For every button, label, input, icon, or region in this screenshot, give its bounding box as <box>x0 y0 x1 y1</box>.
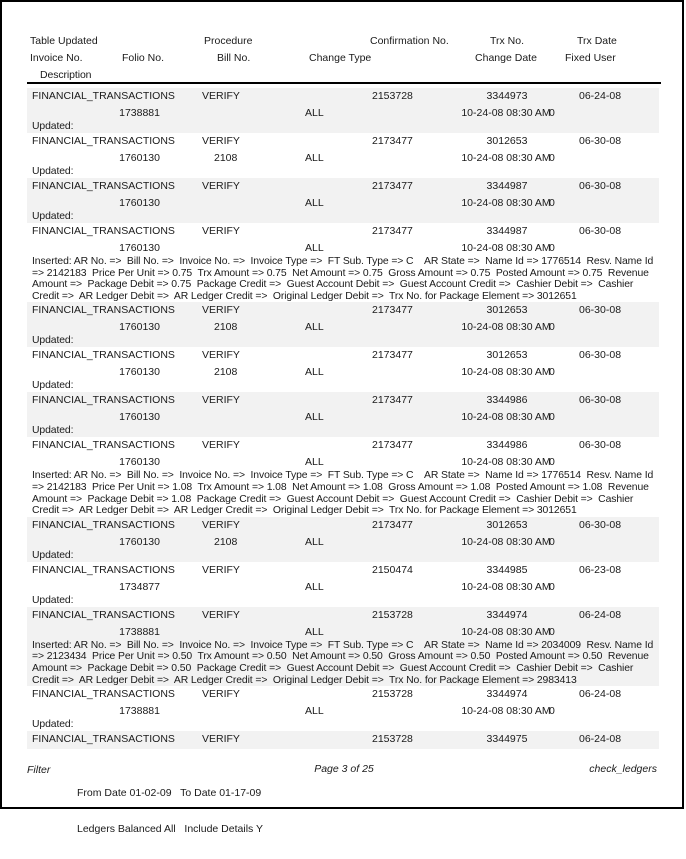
cell-trx-no: 3344985 <box>486 563 528 576</box>
cell-trx-no: 3344986 <box>486 394 528 407</box>
cell-trx-date: 06-30-08 <box>579 518 622 531</box>
cell-trx-no: 3344975 <box>486 733 528 746</box>
footer-filter-label: Filter <box>27 764 51 776</box>
record-line-1 <box>27 133 659 150</box>
cell-folio-no: 1738881 <box>119 705 160 718</box>
cell-folio-no: 1738881 <box>119 107 160 119</box>
cell-confirmation-no: 2153728 <box>372 608 413 621</box>
record-line-1 <box>27 607 659 624</box>
record-line-2 <box>27 195 659 211</box>
cell-trx-date: 06-30-08 <box>579 225 622 237</box>
cell-change-date: 10-24-08 08:30 AM <box>461 321 551 334</box>
record-line-1 <box>27 178 659 195</box>
cell-trx-no: 3344973 <box>486 90 528 102</box>
cell-confirmation-no: 2173477 <box>372 135 413 147</box>
footer-filter-values <box>77 763 263 859</box>
cell-change-type: ALL <box>305 242 324 254</box>
cell-fixed-user: 0 <box>549 366 555 379</box>
cell-change-type: ALL <box>305 705 324 718</box>
cell-folio-no: 1760130 <box>119 456 160 469</box>
cell-description: Updated: <box>32 425 74 437</box>
cell-change-type: ALL <box>305 580 324 593</box>
cell-change-date: 10-24-08 08:30 AM <box>461 535 551 548</box>
cell-trx-no: 3012653 <box>486 135 528 147</box>
report-footer <box>2 760 686 835</box>
cell-table-updated: FINANCIAL_TRANSACTIONS <box>32 180 175 192</box>
table-row <box>27 223 659 302</box>
record-line-2 <box>27 534 659 550</box>
cell-bill-no: 2108 <box>214 152 238 164</box>
cell-fixed-user: 0 <box>549 705 555 718</box>
cell-description: Updated: <box>32 166 74 177</box>
record-line-1 <box>27 392 659 409</box>
cell-table-updated: FINANCIAL_TRANSACTIONS <box>32 688 175 701</box>
record-line-2 <box>27 105 659 121</box>
cell-folio-no: 1734877 <box>119 580 160 593</box>
cell-confirmation-no: 2173477 <box>372 304 413 317</box>
cell-folio-no: 1738881 <box>119 625 160 638</box>
cell-fixed-user: 0 <box>549 411 555 424</box>
cell-trx-no: 3344987 <box>486 225 528 237</box>
cell-procedure: VERIFY <box>202 563 240 576</box>
column-label-table-updated: Table Updated <box>30 35 98 47</box>
cell-procedure: VERIFY <box>202 180 240 192</box>
cell-table-updated: FINANCIAL_TRANSACTIONS <box>32 608 175 621</box>
table-row <box>27 133 659 178</box>
cell-folio-no: 1760130 <box>119 366 160 379</box>
cell-trx-no: 3012653 <box>486 304 528 317</box>
cell-trx-date: 06-24-08 <box>579 688 622 701</box>
cell-trx-date: 06-30-08 <box>579 180 622 192</box>
cell-trx-date: 06-24-08 <box>579 733 622 746</box>
record-line-2 <box>27 409 659 425</box>
cell-table-updated: FINANCIAL_TRANSACTIONS <box>32 563 175 576</box>
cell-table-updated: FINANCIAL_TRANSACTIONS <box>32 518 175 531</box>
cell-fixed-user: 0 <box>549 625 555 638</box>
cell-fixed-user: 0 <box>549 152 555 164</box>
record-line-1 <box>27 686 659 703</box>
table-row <box>27 562 659 607</box>
cell-procedure: VERIFY <box>202 90 240 102</box>
record-line-1 <box>27 223 659 240</box>
record-line-1 <box>27 302 659 319</box>
cell-confirmation-no: 2173477 <box>372 349 413 362</box>
cell-table-updated: FINANCIAL_TRANSACTIONS <box>32 304 175 317</box>
record-line-1 <box>27 517 659 534</box>
cell-folio-no: 1760130 <box>119 535 160 548</box>
record-line-2 <box>27 579 659 595</box>
column-label-folio-no: Folio No. <box>122 52 165 64</box>
cell-trx-no: 3344974 <box>486 608 528 621</box>
cell-change-date: 10-24-08 08:30 AM <box>461 705 551 718</box>
cell-change-date: 10-24-08 08:30 AM <box>461 580 551 593</box>
cell-trx-no: 3344987 <box>486 180 528 192</box>
cell-trx-date: 06-23-08 <box>579 563 622 576</box>
cell-fixed-user: 0 <box>549 242 555 254</box>
cell-table-updated: FINANCIAL_TRANSACTIONS <box>32 439 175 452</box>
cell-trx-date: 06-24-08 <box>579 608 622 621</box>
cell-table-updated: FINANCIAL_TRANSACTIONS <box>32 349 175 362</box>
cell-trx-no: 3344974 <box>486 688 528 701</box>
cell-confirmation-no: 2173477 <box>372 180 413 192</box>
cell-folio-no: 1760130 <box>119 242 160 254</box>
cell-change-date: 10-24-08 08:30 AM <box>461 152 551 164</box>
cell-description: Updated: <box>32 211 74 222</box>
cell-folio-no: 1760130 <box>119 411 160 424</box>
table-row <box>27 686 659 731</box>
cell-procedure: VERIFY <box>202 304 240 317</box>
cell-description: Updated: <box>32 335 74 347</box>
record-line-2 <box>27 624 659 640</box>
cell-change-date: 10-24-08 08:30 AM <box>461 411 551 424</box>
cell-trx-no: 3012653 <box>486 349 528 362</box>
table-row <box>27 88 659 133</box>
cell-change-date: 10-24-08 08:30 AM <box>461 242 551 254</box>
column-label-fixed-user: Fixed User <box>565 52 616 64</box>
cell-fixed-user: 0 <box>549 321 555 334</box>
cell-change-type: ALL <box>305 625 324 638</box>
cell-procedure: VERIFY <box>202 608 240 621</box>
cell-bill-no: 2108 <box>214 366 238 379</box>
cell-procedure: VERIFY <box>202 439 240 452</box>
cell-fixed-user: 0 <box>549 107 555 119</box>
cell-change-date: 10-24-08 08:30 AM <box>461 456 551 469</box>
cell-change-date: 10-24-08 08:30 AM <box>461 625 551 638</box>
cell-trx-no: 3344986 <box>486 439 528 452</box>
cell-change-type: ALL <box>305 535 324 548</box>
cell-change-type: ALL <box>305 321 324 334</box>
column-label-invoice-no: Invoice No. <box>30 52 83 64</box>
record-line-1 <box>27 731 659 748</box>
cell-change-type: ALL <box>305 366 324 379</box>
cell-table-updated: FINANCIAL_TRANSACTIONS <box>32 733 175 746</box>
report-column-header <box>2 2 682 88</box>
cell-trx-date: 06-30-08 <box>579 304 622 317</box>
cell-procedure: VERIFY <box>202 394 240 407</box>
cell-fixed-user: 0 <box>549 535 555 548</box>
column-label-trx-date: Trx Date <box>577 35 617 47</box>
cell-confirmation-no: 2173477 <box>372 439 413 452</box>
cell-procedure: VERIFY <box>202 225 240 237</box>
column-label-change-type: Change Type <box>309 52 372 64</box>
cell-description: Inserted: AR No. => Bill No. => Invoice No. => Invoice Type => FT Sub. Type => C AR State => Name Id => 1776514 Resv. Name Id => 2142183 Price Per Unit => 1.08 Trx Amount => 1.08 Net Amount => 1.08 Gross Amount => 1.08 Posted Amount => 1.08 Revenue Amount => Package Debit => 1.08 Package Credit => Guest Account Debit => Guest Account Credit => Cashier Debit => Cashier Credit => AR Ledger Debit => AR Ledger Credit => Original Ledger Debit => Trx No. for Package Element => 3012651 <box>32 470 656 517</box>
table-row <box>27 178 659 223</box>
cell-folio-no: 1760130 <box>119 197 160 209</box>
cell-bill-no: 2108 <box>214 535 238 548</box>
cell-change-type: ALL <box>305 197 324 209</box>
cell-trx-no: 3012653 <box>486 518 528 531</box>
cell-change-type: ALL <box>305 152 324 164</box>
cell-fixed-user: 0 <box>549 197 555 209</box>
cell-trx-date: 06-24-08 <box>579 90 622 102</box>
record-line-1 <box>27 88 659 105</box>
header-divider-rule <box>27 82 661 84</box>
cell-description: Updated: <box>32 549 74 561</box>
record-line-2 <box>27 150 659 166</box>
table-row <box>27 517 659 562</box>
cell-procedure: VERIFY <box>202 349 240 362</box>
cell-fixed-user: 0 <box>549 580 555 593</box>
cell-change-date: 10-24-08 08:30 AM <box>461 366 551 379</box>
cell-description: Updated: <box>32 380 74 392</box>
cell-procedure: VERIFY <box>202 688 240 701</box>
cell-confirmation-no: 2173477 <box>372 518 413 531</box>
cell-trx-date: 06-30-08 <box>579 394 622 407</box>
cell-change-date: 10-24-08 08:30 AM <box>461 197 551 209</box>
column-label-description: Description <box>40 69 92 81</box>
table-row <box>27 437 659 516</box>
record-line-2 <box>27 703 659 719</box>
column-label-change-date: Change Date <box>475 52 537 64</box>
cell-confirmation-no: 2153728 <box>372 688 413 701</box>
cell-table-updated: FINANCIAL_TRANSACTIONS <box>32 394 175 407</box>
cell-table-updated: FINANCIAL_TRANSACTIONS <box>32 225 175 237</box>
cell-fixed-user: 0 <box>549 456 555 469</box>
cell-folio-no: 1760130 <box>119 152 160 164</box>
record-line-1 <box>27 562 659 579</box>
cell-description: Inserted: AR No. => Bill No. => Invoice No. => Invoice Type => FT Sub. Type => C AR State => Name Id => 2034009 Resv. Name Id => 2123434 Price Per Unit => 0.50 Trx Amount => 0.50 Net Amount => 0.50 Gross Amount => 0.50 Posted Amount => 0.50 Revenue Amount => Package Debit => 0.50 Package Credit => Guest Account Debit => Guest Account Credit => Cashier Debit => Cashier Credit => AR Ledger Debit => AR Ledger Credit => Original Ledger Debit => Trx No. for Package Element => 2983413 <box>32 639 656 686</box>
cell-change-type: ALL <box>305 411 324 424</box>
cell-procedure: VERIFY <box>202 733 240 746</box>
cell-procedure: VERIFY <box>202 518 240 531</box>
record-line-1 <box>27 437 659 454</box>
column-label-procedure: Procedure <box>204 35 253 47</box>
record-line-2 <box>27 454 659 470</box>
cell-confirmation-no: 2153728 <box>372 733 413 746</box>
cell-folio-no: 1760130 <box>119 321 160 334</box>
table-row <box>27 392 659 437</box>
record-line-2 <box>27 319 659 335</box>
cell-change-type: ALL <box>305 456 324 469</box>
cell-description: Updated: <box>32 121 74 132</box>
cell-confirmation-no: 2173477 <box>372 225 413 237</box>
record-line-2 <box>27 240 659 256</box>
cell-trx-date: 06-30-08 <box>579 349 622 362</box>
cell-confirmation-no: 2150474 <box>372 563 413 576</box>
record-line-2 <box>27 364 659 380</box>
table-row <box>27 347 659 392</box>
column-label-bill-no: Bill No. <box>217 52 251 64</box>
cell-change-type: ALL <box>305 107 324 119</box>
records <box>2 88 686 749</box>
cell-confirmation-no: 2173477 <box>372 394 413 407</box>
cell-description: Inserted: AR No. => Bill No. => Invoice No. => Invoice Type => FT Sub. Type => C AR State => Name Id => 1776514 Resv. Name Id => 2142183 Price Per Unit => 0.75 Trx Amount => 0.75 Net Amount => 0.75 Gross Amount => 0.75 Posted Amount => 0.75 Revenue Amount => Package Debit => 0.75 Package Credit => Guest Account Debit => Guest Account Credit => Cashier Debit => Cashier Credit => AR Ledger Debit => AR Ledger Credit => Original Ledger Debit => Trx No. for Package Element => 3012651 <box>32 256 656 302</box>
cell-trx-date: 06-30-08 <box>579 439 622 452</box>
table-row <box>27 731 659 749</box>
cell-change-date: 10-24-08 08:30 AM <box>461 107 551 119</box>
column-label-confirmation-no: Confirmation No. <box>370 35 449 47</box>
cell-description: Updated: <box>32 719 74 731</box>
cell-confirmation-no: 2153728 <box>372 90 413 102</box>
column-label-trx-no: Trx No. <box>489 35 525 47</box>
cell-table-updated: FINANCIAL_TRANSACTIONS <box>32 90 175 102</box>
cell-procedure: VERIFY <box>202 135 240 147</box>
cell-bill-no: 2108 <box>214 321 238 334</box>
footer-filter-options: Ledgers Balanced All Include Details Y <box>77 823 264 835</box>
cell-table-updated: FINANCIAL_TRANSACTIONS <box>32 135 175 147</box>
footer-report-name: check_ledgers <box>589 763 657 775</box>
footer-page-number: Page 3 of 25 <box>314 763 374 775</box>
cell-trx-date: 06-30-08 <box>579 135 622 147</box>
footer-filter-dates: From Date 01-02-09 To Date 01-17-09 <box>77 787 262 799</box>
table-row <box>27 607 659 686</box>
record-line-1 <box>27 347 659 364</box>
cell-description: Updated: <box>32 594 74 606</box>
table-row <box>27 302 659 347</box>
